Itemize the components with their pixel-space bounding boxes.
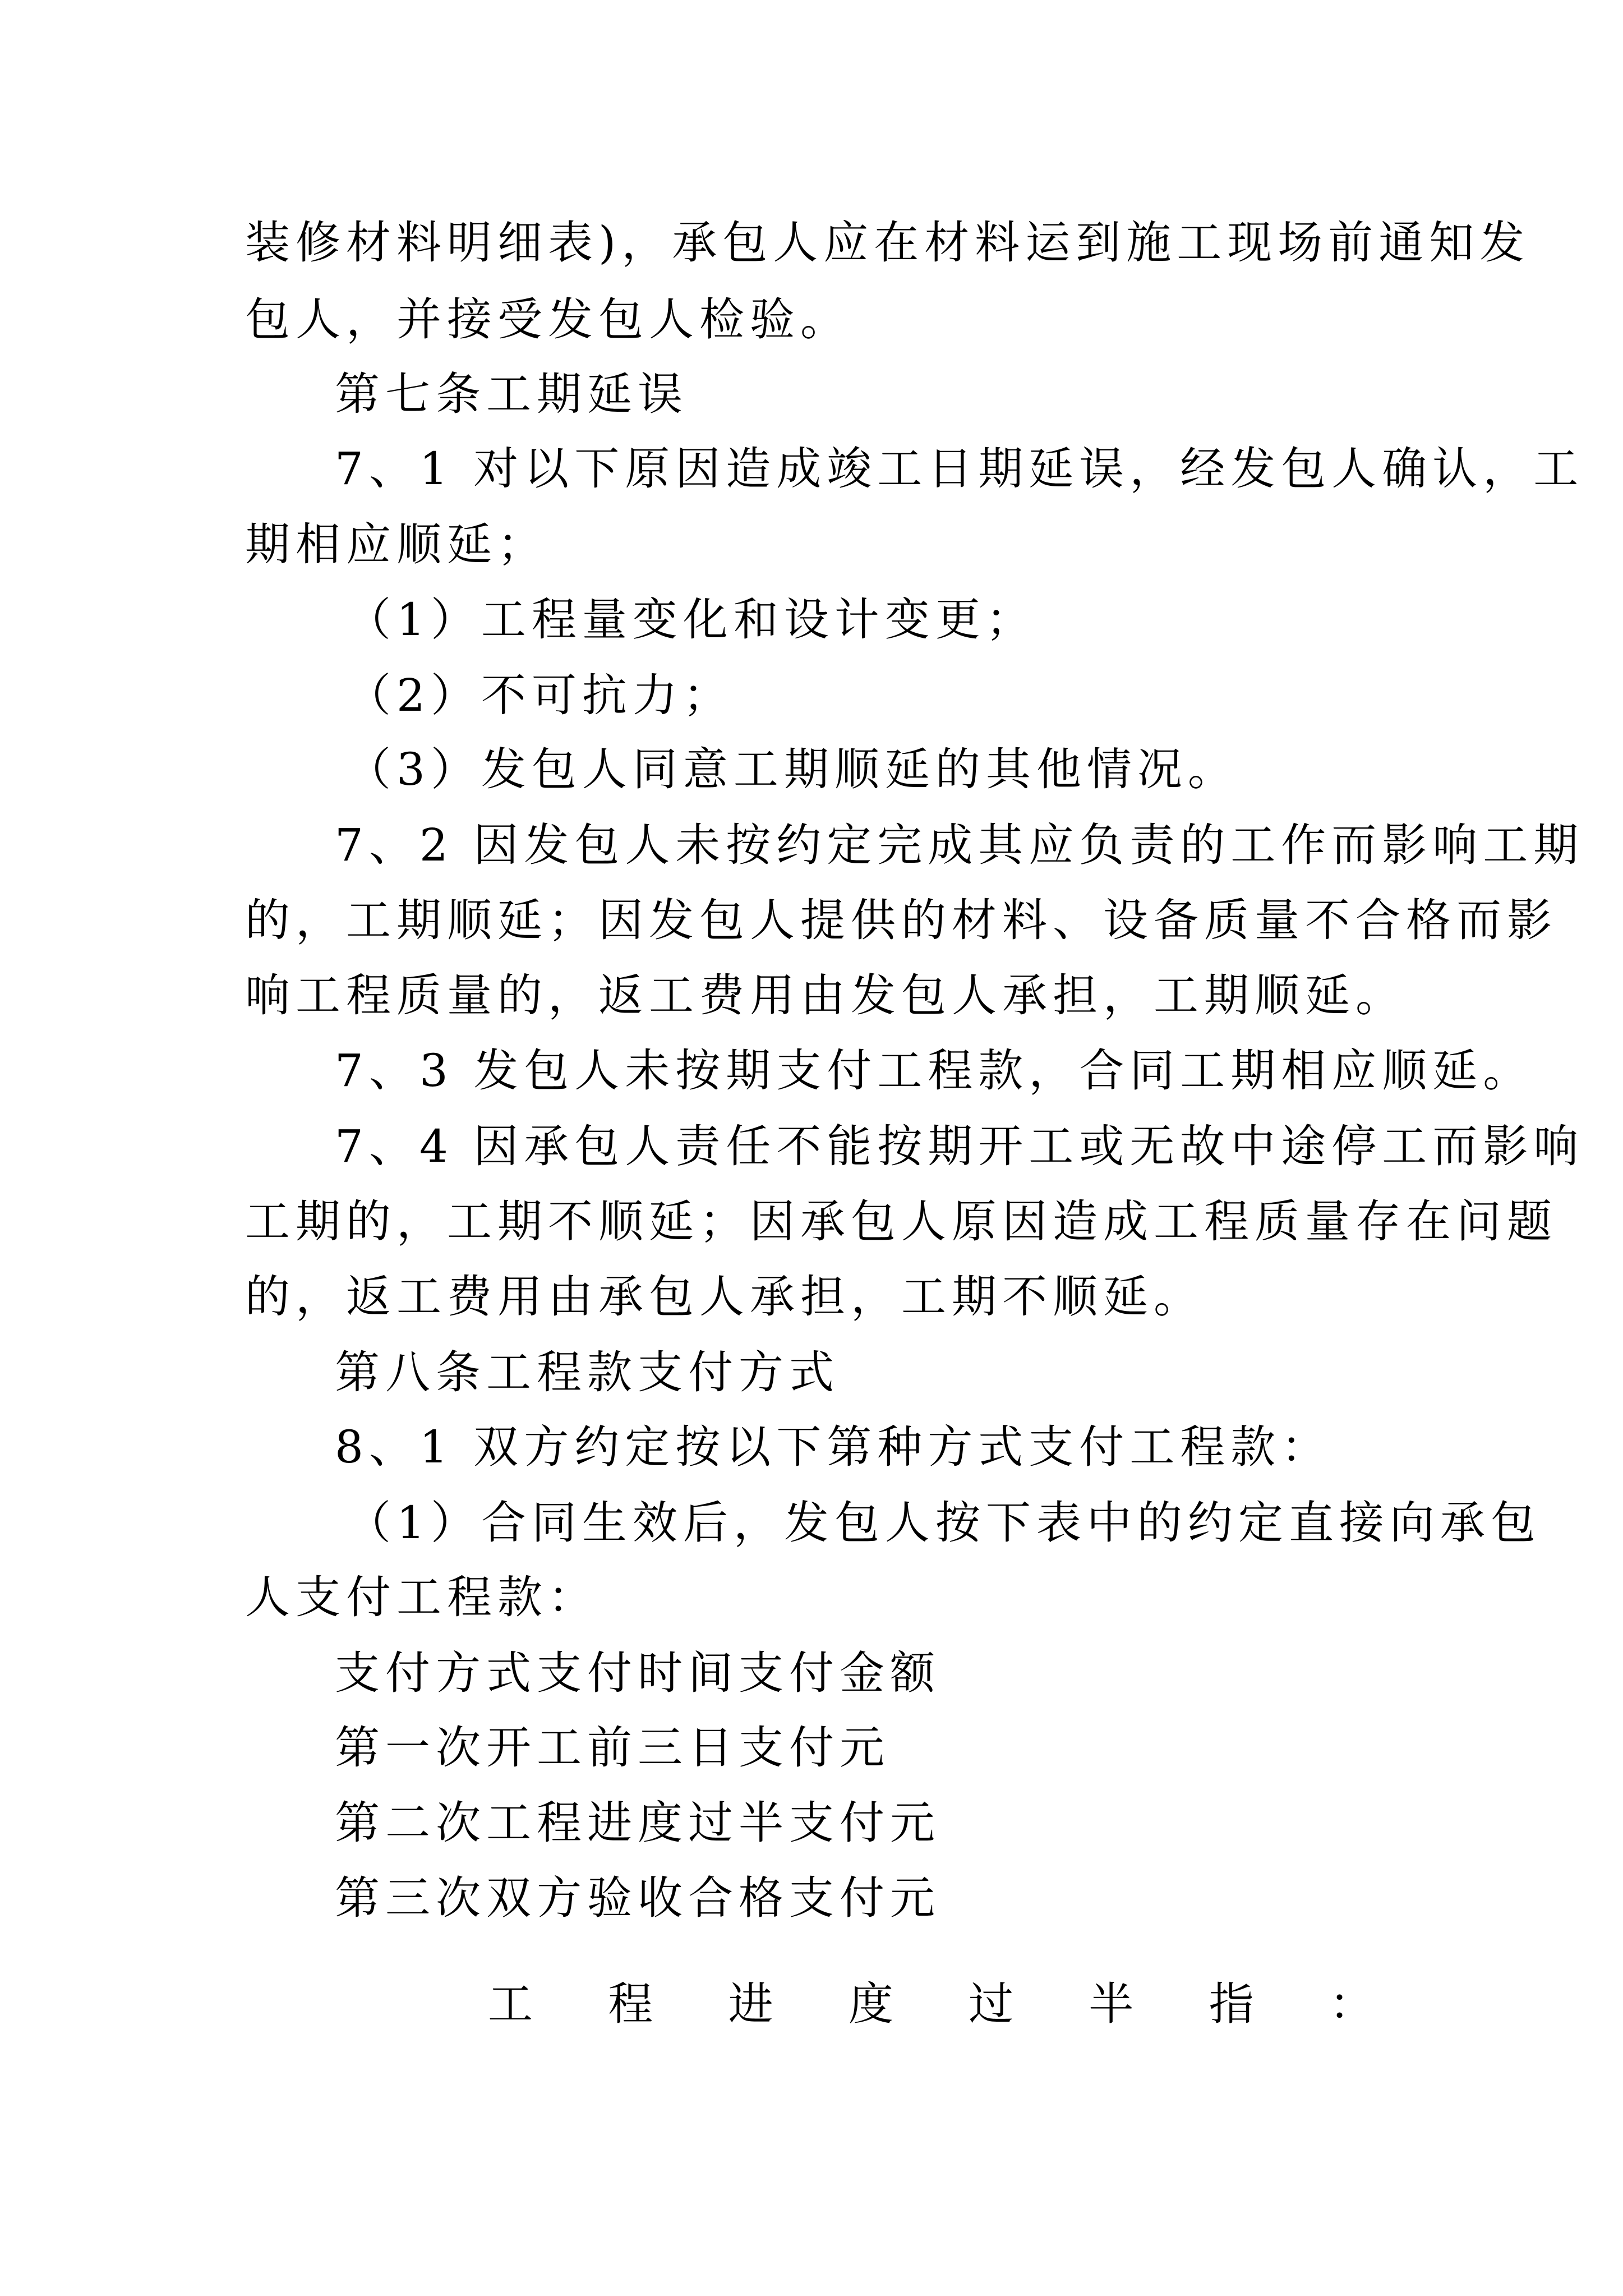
paragraph-line: 7、2 因发包人未按约定完成其应负责的工作而影响工期 [335,819,1584,871]
paragraph-line: 工期的，工期不顺延；因承包人原因造成工程质量存在问题 [245,1195,1557,1248]
paragraph-line: 7、1 对以下原因造成竣工日期延误，经发包人确认，工 [335,443,1584,495]
justified-last-line [488,1976,1374,2032]
table-text-row: 第一次开工前三日支付元 [335,1722,890,1774]
last-line-char: 程 [608,1978,653,2030]
paragraph-line: 的，工期顺延；因发包人提供的材料、设备质量不合格而影 [245,894,1557,946]
last-line-char: 过 [969,1978,1014,2030]
table-text-row: 第三次双方验收合格支付元 [335,1872,940,1924]
last-line-char: ： [1329,1978,1374,2030]
paragraph-line: 期相应顺延； [245,518,548,570]
table-text-row: 第二次工程进度过半支付元 [335,1797,940,1849]
section-heading: 第七条工期延误 [335,368,688,420]
last-line-char: 进 [728,1978,773,2030]
list-item: （1）合同生效后，发包人按下表中的约定直接向承包 [346,1497,1541,1549]
paragraph-line: 人支付工程款： [245,1571,598,1623]
table-text-row: 支付方式支付时间支付金额 [335,1647,940,1699]
last-line-char: 指 [1209,1978,1254,2030]
list-item: （3）发包人同意工期顺延的其他情况。 [346,743,1238,795]
list-item: （2）不可抗力； [346,669,734,721]
paragraph-line: 的，返工费用由承包人承担，工期不顺延。 [245,1271,1204,1323]
list-item: （1）工程量变化和设计变更； [346,593,1036,646]
last-line-char: 度 [848,1978,893,2030]
last-line-char: 半 [1089,1978,1134,2030]
paragraph-line: 8、1 双方约定按以下第种方式支付工程款： [335,1421,1332,1473]
paragraph-line: 7、4 因承包人责任不能按期开工或无故中途停工而影响 [335,1120,1584,1172]
paragraph-line: 包人，并接受发包人检验。 [245,293,851,346]
paragraph-line: 响工程质量的，返工费用由发包人承担，工期顺延。 [245,969,1406,1022]
paragraph-line: 7、3 发包人未按期支付工程款，合同工期相应顺延。 [335,1045,1534,1097]
last-line-char: 工 [488,1978,533,2030]
paragraph-line: 装修材料明细表)，承包人应在材料运到施工现场前通知发 [245,217,1530,269]
section-heading: 第八条工程款支付方式 [335,1346,840,1398]
